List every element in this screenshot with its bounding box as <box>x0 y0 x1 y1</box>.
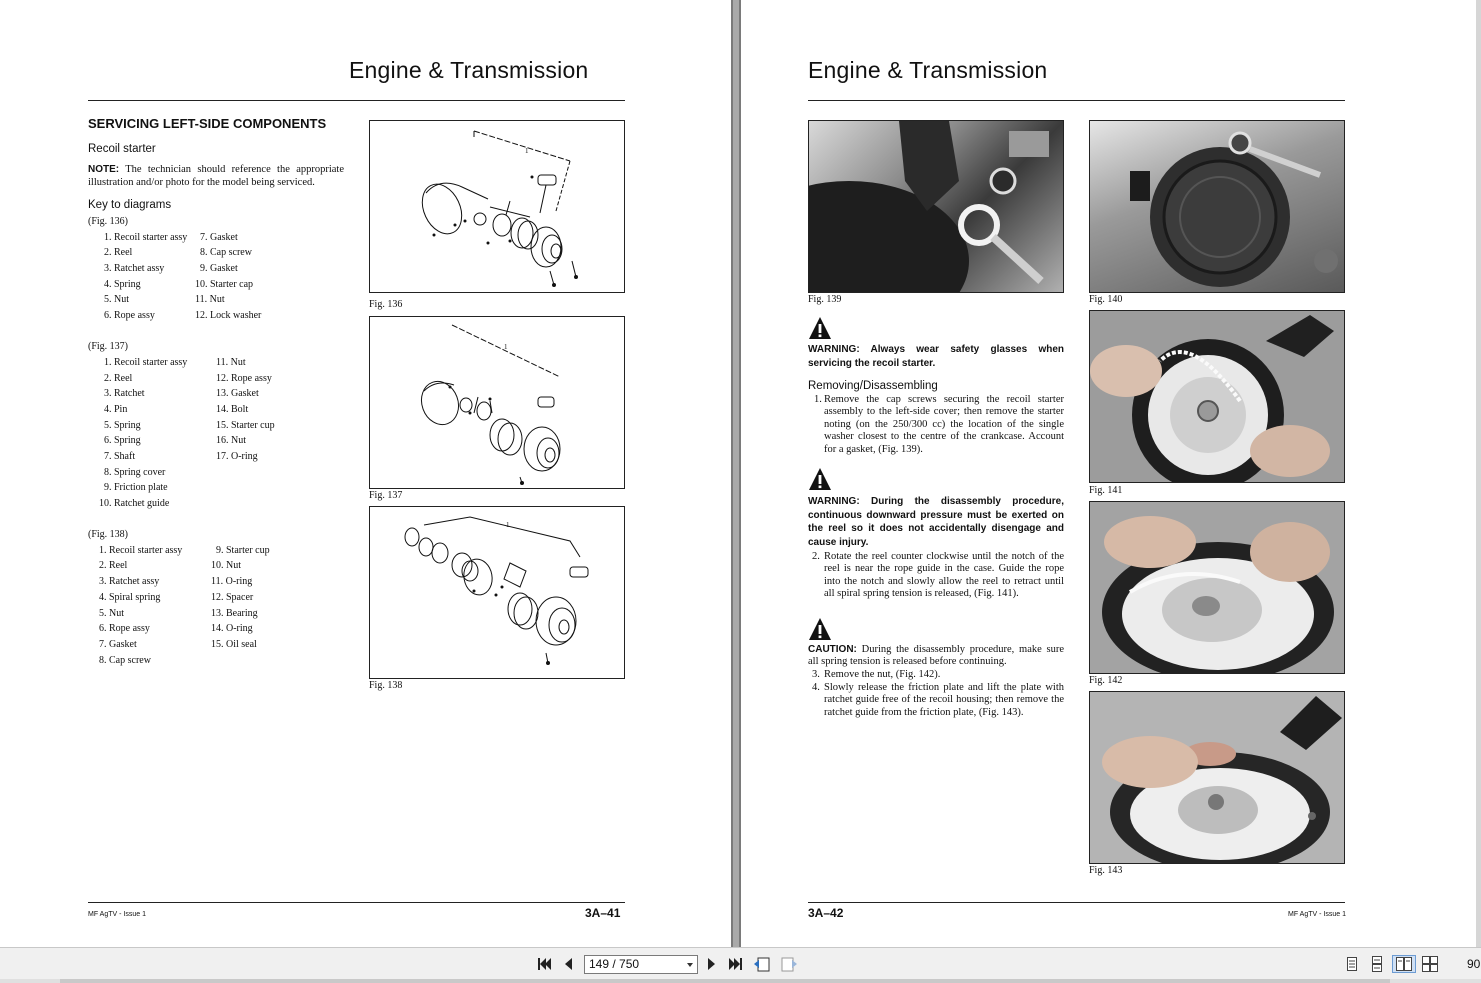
step-2 <box>812 551 1064 601</box>
key-item: 6. Rope assy <box>104 310 155 321</box>
zoom-level[interactable]: 90 <box>1467 957 1481 971</box>
page-header: Engine & Transmission <box>349 57 589 83</box>
continuous-page-view-button[interactable] <box>1367 955 1387 973</box>
key-title: Key to diagrams <box>88 199 172 211</box>
figure-139-photo <box>808 120 1064 293</box>
exploded-diagram-138 <box>370 507 624 678</box>
key-item: 12. Spacer <box>211 592 254 603</box>
go-forward-view-button[interactable] <box>779 955 799 973</box>
continuous-facing-view-button[interactable] <box>1420 955 1440 973</box>
footer-issue: MF AgTV - Issue 1 <box>1288 911 1346 918</box>
key-item: 11. Nut <box>195 294 225 305</box>
last-page-button[interactable] <box>726 955 746 973</box>
fig138-key-label: (Fig. 138) <box>88 529 128 540</box>
key-item: 9. Gasket <box>200 263 238 274</box>
key-item: 9. Starter cup <box>216 545 270 556</box>
friction-plate-photo <box>1090 692 1344 863</box>
key-item: 2. Reel <box>104 373 133 384</box>
key-item: 5. Nut <box>99 608 124 619</box>
step-text: Rotate the reel counter clockwise until the notch of the reel is near the rope guide in the case. Guide the rope into the notch and slowly allow the reel to retract until all spiral spring tension is released, (Fig. 141). <box>824 551 1064 600</box>
step-1 <box>814 394 1064 456</box>
fig137-key-label: (Fig. 137) <box>88 341 128 352</box>
figure-136-diagram <box>369 120 625 293</box>
key-item: 4. Spiral spring <box>99 592 161 603</box>
left-page <box>0 0 731 947</box>
step-number: 4. <box>812 682 820 693</box>
key-item: 3. Ratchet <box>104 388 145 399</box>
figure-143-photo <box>1089 691 1345 864</box>
subsection-title: Removing/Disassembling <box>808 380 938 392</box>
step-number: 3. <box>812 669 820 680</box>
page-number: 3A–41 <box>585 906 621 920</box>
figure-caption: Fig. 143 <box>1089 865 1123 876</box>
key-item: 7. Shaft <box>104 451 136 462</box>
key-item: 12. Lock washer <box>195 310 262 321</box>
figure-caption: Fig. 141 <box>1089 485 1123 496</box>
key-item: 11. Nut <box>216 357 246 368</box>
page-number-input[interactable] <box>584 955 698 974</box>
figure-caption: Fig. 142 <box>1089 675 1123 686</box>
subsection-title: Recoil starter <box>88 143 156 155</box>
continuous-facing-icon <box>1421 956 1439 972</box>
warning-reel-pressure: WARNING: During the disassembly procedure, continuous downward pressure must be exerted on the reel so it does not accidentally disengage and cause injury. <box>808 496 1064 548</box>
fig136-key-label: (Fig. 136) <box>88 216 128 227</box>
key-item: 6. Spring <box>104 435 141 446</box>
header-rule <box>808 100 1345 101</box>
previous-page-button[interactable] <box>558 955 578 973</box>
step-number: 1. <box>814 394 822 405</box>
chevron-down-icon[interactable] <box>687 963 693 967</box>
section-title: SERVICING LEFT-SIDE COMPONENTS <box>88 116 327 131</box>
previous-page-icon <box>560 956 576 972</box>
key-item: 15. Oil seal <box>211 639 257 650</box>
key-item: 9. Friction plate <box>104 482 168 493</box>
go-back-view-icon <box>753 955 771 973</box>
figure-141-photo <box>1089 310 1345 483</box>
key-item: 3. Ratchet assy <box>99 576 160 587</box>
key-item: 2. Reel <box>99 560 128 571</box>
step-text: Slowly release the friction plate and lift the plate with ratchet guide free of the recoil housing; then remove the ratchet guide from the friction plate, (Fig. 143). <box>824 682 1064 718</box>
last-page-icon <box>728 956 744 972</box>
note-label: NOTE: <box>88 164 120 175</box>
key-item: 11. O-ring <box>211 576 253 587</box>
page-indicator-text: 149 / 750 <box>589 957 640 971</box>
key-item: 4. Pin <box>104 404 128 415</box>
key-item: 14. Bolt <box>216 404 249 415</box>
key-item: 17. O-ring <box>216 451 258 462</box>
go-forward-view-icon <box>780 955 798 973</box>
key-item: 15. Starter cup <box>216 420 275 431</box>
key-item: 16. Nut <box>216 435 246 446</box>
continuous-page-icon <box>1369 956 1385 972</box>
key-item: 7. Gasket <box>200 232 238 243</box>
key-item: 8. Cap screw <box>99 655 151 666</box>
page-header: Engine & Transmission <box>808 57 1048 83</box>
caution-triangle-icon <box>808 617 832 641</box>
page-number: 3A–42 <box>808 906 844 920</box>
engine-side-photo <box>1090 121 1344 292</box>
step-text: Remove the cap screws securing the recoil starter assembly to the left-side cover; then remove the starter noting (on the 250/300 cc) the location of the single washer closest to the centre of the crankcase. Account for a gasket, (Fig. 139). <box>824 394 1064 455</box>
figure-caption: Fig. 136 <box>369 299 403 310</box>
key-item: 12. Rope assy <box>216 373 272 384</box>
key-item: 1. Recoil starter assy <box>104 357 188 368</box>
figure-140-photo <box>1089 120 1345 293</box>
key-item: 5. Spring <box>104 420 141 431</box>
facing-pages-icon <box>1395 956 1413 972</box>
key-item: 5. Nut <box>104 294 129 305</box>
horizontal-scrollbar[interactable] <box>0 979 1481 983</box>
caution-label: CAUTION: <box>808 644 857 655</box>
key-item: 13. Gasket <box>216 388 259 399</box>
exploded-diagram-137 <box>370 317 624 488</box>
key-item: 1. Recoil starter assy <box>99 545 183 556</box>
recoil-reel-rope-photo <box>1090 311 1344 482</box>
figure-caption: Fig. 140 <box>1089 294 1123 305</box>
exploded-diagram-136 <box>370 121 624 292</box>
key-item: 14. O-ring <box>211 623 253 634</box>
step-text: Remove the nut, (Fig. 142). <box>824 669 941 680</box>
figure-142-photo <box>1089 501 1345 674</box>
step-number: 2. <box>812 551 820 562</box>
figure-138-diagram <box>369 506 625 679</box>
single-page-icon <box>1344 956 1360 972</box>
facing-pages-view-button[interactable] <box>1392 955 1416 973</box>
figure-137-diagram <box>369 316 625 489</box>
note-paragraph <box>88 164 344 189</box>
next-page-button[interactable] <box>702 955 722 973</box>
key-item: 13. Bearing <box>211 608 258 619</box>
key-item: 2. Reel <box>104 247 133 258</box>
header-rule <box>88 100 625 101</box>
svg-text:1: 1 <box>504 343 508 351</box>
warning-safety-glasses: WARNING: Always wear safety glasses when servicing the recoil starter. <box>808 344 1064 369</box>
note-text: The technician should reference the appropriate illustration and/or photo for the model being serviced. <box>88 164 345 188</box>
step-4 <box>812 682 1064 719</box>
key-item: 8. Spring cover <box>104 467 166 478</box>
page-gutter <box>731 0 741 947</box>
caution-text: During the disassembly procedure, make sure all spring tension is released before continuing. <box>808 644 1064 668</box>
figure-caption: Fig. 139 <box>808 294 842 305</box>
key-item: 1. Recoil starter assy <box>104 232 188 243</box>
figure-caption: Fig. 137 <box>369 490 403 501</box>
caution-note <box>808 644 1064 669</box>
svg-text:1: 1 <box>525 147 529 155</box>
key-item: 10. Starter cap <box>195 279 254 290</box>
key-item: 6. Rope assy <box>99 623 150 634</box>
warning-triangle-icon <box>808 467 832 491</box>
footer-issue: MF AgTV - Issue 1 <box>88 911 146 918</box>
footer-rule <box>808 902 1345 903</box>
first-page-button[interactable] <box>534 955 554 973</box>
key-item: 10. Nut <box>211 560 241 571</box>
reel-nut-removal-photo <box>1090 502 1344 673</box>
first-page-icon <box>536 956 552 972</box>
warning-triangle-icon <box>808 316 832 340</box>
vertical-scrollbar[interactable] <box>1476 0 1481 947</box>
key-item: 10. Ratchet guide <box>99 498 170 509</box>
svg-text:1: 1 <box>506 521 510 529</box>
single-page-view-button[interactable] <box>1342 955 1362 973</box>
key-item: 3. Ratchet assy <box>104 263 165 274</box>
go-back-view-button[interactable] <box>752 955 772 973</box>
key-item: 8. Cap screw <box>200 247 252 258</box>
engine-cover-photo <box>809 121 1063 292</box>
key-item: 4. Spring <box>104 279 141 290</box>
figure-caption: Fig. 138 <box>369 680 403 691</box>
next-page-icon <box>704 956 720 972</box>
key-item: 7. Gasket <box>99 639 137 650</box>
footer-rule <box>88 902 625 903</box>
step-3 <box>812 669 1064 681</box>
